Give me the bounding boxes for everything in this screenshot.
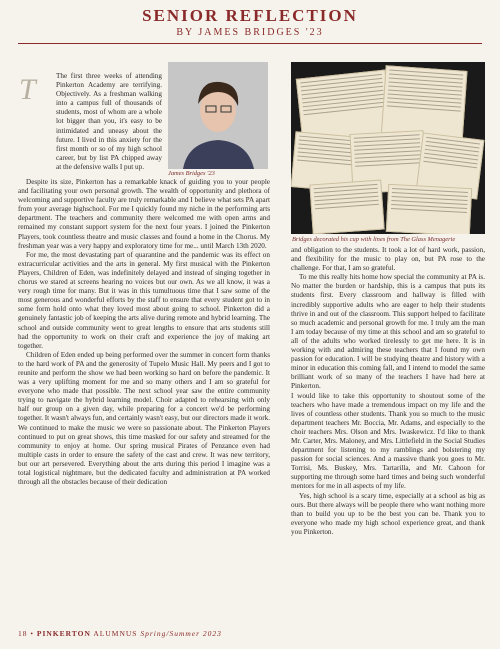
portrait-photo: [168, 62, 268, 169]
byline: BY JAMES BRIDGES '23: [176, 27, 324, 38]
paragraph: For me, the most devastating part of quarantine and the pandemic was its effect on extracurricular activities and the arts in general. My first musical with the Pinkerton Players, Children of Eden, was indefinitely delayed and instead of singing together in chorus we stared at screens hearing no voices but our own. As we all know, it was a very rough time for many. But it was in this tumultuous time that I saw some of the most generous and wonderful efforts by the staff to ensure that every student got to in some form hold onto what they loved most about going to school. Pinkerton did a genuinely fantastic job of keeping the arts alive during remote and hybrid learning. The school and outside community went to great lengths to ensure that arts students still had the opportunity to work on their craft and experience the joy of making art together.: [18, 250, 270, 350]
right-column: [291, 246, 485, 626]
page-number: 18: [18, 629, 28, 638]
header-rule: [18, 43, 482, 44]
paragraph: and obligation to the students. It took a lot of hard work, passion, and flexibility for the music to play on, but PA rose to the challenge. For that, I am so grateful.: [291, 246, 485, 273]
intro-paragraph: The first three weeks of attending Pinkerton Academy are terrifying. Objectively. As a freshman walking into a campus full of thousands of students, most of whom are a whole lot bigger than you, it's easy to be intimidated and uneasy about the future. I lived in this anxiety for the first month or so of my high school career, but by list PA chipped away at the defensive walls I put up.: [56, 72, 162, 171]
paragraph: I would like to take this opportunity to shoutout some of the teachers who have made a tremendous impact on my life and the lives of countless other students. Thank you so much to the music department teachers Mr. Boccia, Mr. Adams, and especially to the choir teachers Mrs. Olson and Mrs. Iwaskewicz. I'd like to thank Mr. Carter, Mrs. Maloney, and Mrs. Littlefield in the Social Studies department for listening to my ramblings and bolstering my passion for social sciences. And a massive thank you goes to Mr. Torrisi, Ms. Buskey, Mrs. Tartarilla, and Mr. Cahoon for supporting me through some hard times and being such wonderful mentors for me in all aspects of my life.: [291, 391, 485, 491]
footer-magazine: ALUMNUS: [93, 629, 138, 638]
page-footer: 18 • PINKERTON ALUMNUS Spring/Summer 2023: [18, 629, 222, 638]
decorated-cups-photo: [291, 62, 485, 234]
footer-issue: Spring/Summer 2023: [140, 629, 222, 638]
section-title: SENIOR REFLECTION: [142, 6, 358, 25]
paragraph: To me this really hits home how special the community at PA is. No matter the burden or hardship, this is a campus that puts its students first. Every classroom and hallway is filled with incredibly supportive adults who are eager to help their students thrive in and out of the classroom. This support helped to facilitate so much academic and personal growth for me. I truly am the man I am today because of my time at this school and am so grateful to all of the adults who worked tirelessly to get me here. It is in working with and admiring these teachers that I found my own passion for education. I will be studying theatre and history with a minor in education this coming fall, and I intend to model the same brilliant work of so many of the teachers I have had here at Pinkerton.: [291, 273, 485, 391]
intro-column: [56, 72, 162, 176]
footer-brand: PINKERTON: [36, 629, 91, 638]
left-column: [18, 178, 270, 624]
paragraph: Despite its size, Pinkerton has a remarkable knack of guiding you to your people and facilitating your own personal growth. The wealth of opportunity and plethora of welcoming and supportive faculty are truly remarkable and I believe what sets PA apart from your average highschool. For me I quickly found my niche in the performing arts department. The teachers and community there welcomed me with open arms and remained my constant support system for the next four years. I joined the Pinkerton Players, took countless theatre and music classes and found a home in the Chorus. My freshman year was a very happy and exploratory time for me... until March 13th 2020.: [18, 178, 270, 250]
portrait-caption: James Bridges '23: [168, 170, 215, 177]
paragraph: Yes, high school is a scary time, especially at a school as big as ours. But there always will be people there who want nothing more than to build you up to be the best you can be. Thank you to everyone who made my high school experience great, and thank you Pinkerton.: [291, 491, 485, 536]
cups-caption: Bridges decorated his cup with lines from The Glass Menagerie: [292, 236, 456, 243]
paragraph: Children of Eden ended up being performed over the summer in concert form thanks to the hard work of PA and the generosity of Tupelo Music Hall. My peers and I got to reunite and perform the show we had been working so hard on before the pandemic. It was a very uplifting moment for me and so many others and I am so grateful for everyone who made that possible. The next school year saw the entire community trying to navigate the hybrid learning model. Choir adapted to rehearsing with only half our group on a given day, while preparing for a concert we'd be performing together. It wasn't always fun, and certainly wasn't easy, but our directors made it work. We continued to make the music we were so passionate about. The Pinkerton Players continued to put on great shows, this time masked for our safety and streamed for the community to enjoy at home. Our spring musical Pirates of Penzance even had multiple casts in order to ensure the safety of the cast and crew. It was new territory, but our art persevered. Everything about the arts during this period I imagine was a total logistical nightmare, but the dedicated faculty and administration at PA worked through all the obstacles because of their dedication: [18, 350, 270, 487]
drop-cap-decoration: T: [19, 73, 36, 106]
